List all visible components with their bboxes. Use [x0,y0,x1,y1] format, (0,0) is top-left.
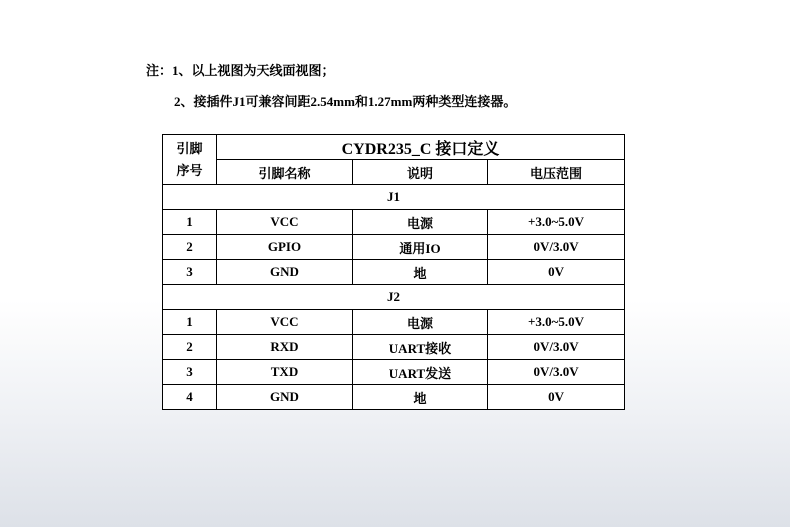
column-header-row [163,160,625,185]
pin-number-cell: 2 [163,335,217,360]
pin-number-cell: 1 [163,210,217,235]
section-header-row [163,285,625,310]
pin-number-header-line1: 引脚 [176,140,203,156]
description-cell: UART发送 [353,360,488,385]
interface-definition-table [162,134,625,410]
pin-name-cell: RXD [217,335,353,360]
table-row [163,360,625,385]
pin-number-cell: 4 [163,385,217,410]
note-line-1: 注：1、以上视图为天线面视图； [146,63,335,78]
pin-number-header [163,135,217,185]
section-header-j1: J1 [163,185,625,210]
table-title-row [163,135,625,160]
table-row [163,335,625,360]
voltage-cell: +3.0~5.0V [488,210,625,235]
description-cell: UART接收 [353,335,488,360]
column-header-description: 说明 [353,160,488,185]
column-header-pin-name: 引脚名称 [217,160,353,185]
voltage-cell: 0V/3.0V [488,335,625,360]
table-row [163,385,625,410]
table-row [163,310,625,335]
description-cell: 电源 [353,310,488,335]
voltage-cell: 0V [488,260,625,285]
note-line-2: 2、接插件J1可兼容间距2.54mm和1.27mm两种类型连接器。 [174,94,517,109]
description-cell: 地 [353,260,488,285]
table-row [163,260,625,285]
section-header-row [163,185,625,210]
voltage-cell: 0V [488,385,625,410]
voltage-cell: 0V/3.0V [488,235,625,260]
pin-number-cell: 2 [163,235,217,260]
pin-name-cell: GPIO [217,235,353,260]
table-row [163,210,625,235]
pin-name-cell: TXD [217,360,353,385]
pin-name-cell: VCC [217,210,353,235]
table-title: CYDR235_C 接口定义 [217,135,625,160]
section-header-j2: J2 [163,285,625,310]
pin-name-cell: GND [217,385,353,410]
column-header-voltage-range: 电压范围 [488,160,625,185]
pin-number-header-line2: 序号 [176,162,203,178]
table-row [163,235,625,260]
pin-name-cell: GND [217,260,353,285]
description-cell: 通用IO [353,235,488,260]
pin-number-cell: 3 [163,360,217,385]
description-cell: 地 [353,385,488,410]
description-cell: 电源 [353,210,488,235]
pin-number-cell: 1 [163,310,217,335]
voltage-cell: 0V/3.0V [488,360,625,385]
pin-name-cell: VCC [217,310,353,335]
pin-number-cell: 3 [163,260,217,285]
voltage-cell: +3.0~5.0V [488,310,625,335]
